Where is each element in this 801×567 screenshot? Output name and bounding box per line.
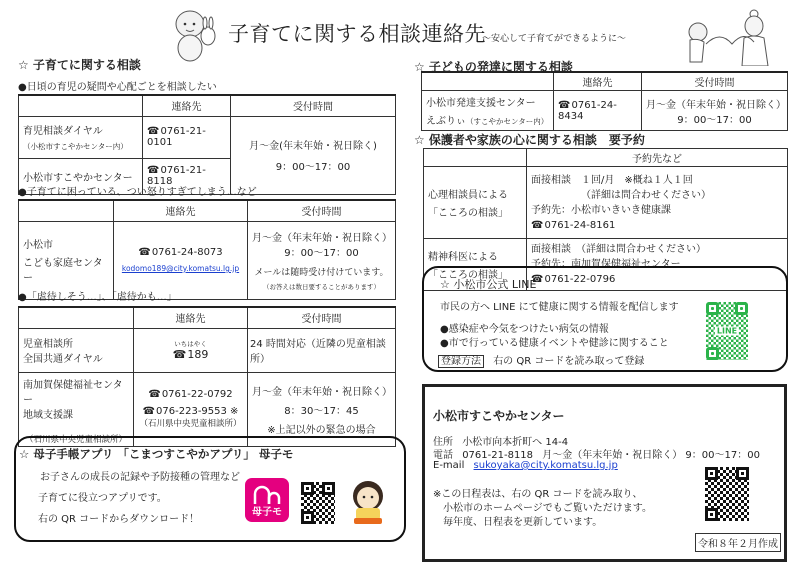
- section-heading-childcare: ☆ 子育てに関する相談: [18, 58, 141, 72]
- mother-and-baby-illustration: [684, 8, 772, 66]
- table-row: [422, 91, 788, 131]
- table-row: [19, 372, 396, 446]
- center-hours: 月～金（年末年始・祝日除く） 9：00～17：00: [542, 450, 760, 461]
- schedule-note-3: 毎年度、日程表を更新しています。: [443, 517, 603, 528]
- section-heading-development: ☆ 子どもの発達に関する相談: [414, 60, 573, 74]
- table-header-contact: 連絡先: [143, 95, 231, 116]
- abuse-table: [18, 306, 396, 447]
- table-row: [19, 328, 396, 372]
- address-value: 小松市向本折町へ 14-4: [462, 437, 569, 448]
- table-header-blank: [19, 307, 134, 328]
- reservation-place: 予約先：小松市いきいき健康課: [531, 204, 671, 216]
- family-center-table: [18, 199, 396, 300]
- development-table: [421, 71, 788, 131]
- table-header-contact: 連絡先: [554, 72, 642, 91]
- app-desc-line3: 右の QR コードからダウンロード！: [38, 514, 200, 525]
- app-desc-line1: お子さんの成長の記録や予防接種の管理など: [40, 472, 240, 483]
- table-header-contact: 連絡先: [134, 307, 248, 328]
- registration-text: 右の QR コードを読み取って登録: [493, 356, 645, 367]
- org-name: 小松市すこやかセンター: [19, 158, 143, 194]
- hours-time: 9：00～17：00: [677, 114, 752, 126]
- org-name: 育児相談ダイヤル: [23, 126, 103, 137]
- table-header-hours: 受付時間: [231, 95, 396, 116]
- table-header-hours: 受付時間: [248, 200, 396, 221]
- schedule-note-1: ※この日程表は、右の QR コードを読み取り、: [433, 489, 643, 500]
- phone-number[interactable]: ☎ 0761-22-0796: [531, 272, 783, 287]
- org-name-line2: 地域支援課: [23, 409, 73, 421]
- phone-ruby: いちはやく: [174, 340, 207, 348]
- org-name-line1: 南加賀保健福祉センター: [23, 379, 123, 406]
- phone-number[interactable]: ☎ 0761-24-8073: [118, 247, 243, 258]
- app-info-box: [14, 436, 406, 542]
- table-header-hours: 受付時間: [248, 307, 396, 328]
- org-name-line2: えぶりぃ: [426, 116, 466, 127]
- phone-label: 電話: [433, 450, 453, 461]
- phone-number-emergency[interactable]: ☎ 076-223-9553 ※: [138, 406, 243, 417]
- consult-name-line2: 「こころの相談」: [428, 270, 508, 281]
- hours-days: 月～金（年末年始・祝日除く）: [646, 99, 786, 111]
- baby-with-bunny-illustration: [170, 6, 222, 64]
- mascot-illustration: [348, 478, 388, 526]
- line-heading: ☆ 小松市公式 LINE: [440, 278, 537, 291]
- center-info-box: [422, 384, 787, 562]
- table-header-blank: [19, 200, 114, 221]
- consult-detail: 面接相談 （詳細は問合わせください）: [531, 244, 706, 255]
- org-name-line2: こども家庭センター: [23, 258, 103, 284]
- consult-name-line1: 心理相談員による: [428, 190, 508, 201]
- hours-days: 月～金(年末年始・祝日除く): [249, 141, 377, 152]
- org-note: （石川県中央児童相談所）: [24, 434, 127, 445]
- hours: 24 時間対応（近隣の児童相談所）: [248, 328, 396, 372]
- email-note: メールは随時受け付けています。: [254, 268, 389, 278]
- table-header-blank: [19, 95, 143, 116]
- org-name-line1: 小松市: [23, 240, 53, 251]
- org-name-line1: 児童相談所: [23, 339, 73, 350]
- group-label-frustration: ●子育てに困っている、つい怒りすぎてしまう…など: [18, 187, 257, 198]
- address-label: 住所: [433, 437, 453, 448]
- daily-concerns-table: [18, 94, 396, 195]
- center-phone[interactable]: 0761-21-8118: [462, 450, 534, 461]
- phone-number[interactable]: ☎ 0761-22-0792: [138, 389, 243, 400]
- org-name-line2: 全国共通ダイヤル: [23, 354, 103, 365]
- consult-name-line2: 「こころの相談」: [428, 208, 508, 219]
- table-header-hours: 受付時間: [642, 72, 788, 91]
- app-icon-label: 母子モ: [252, 507, 282, 518]
- reply-note: （お答えは数日要することがあります）: [263, 283, 380, 291]
- app-qr-code[interactable]: [301, 482, 335, 524]
- org-note: （すこやかセンター内）: [466, 117, 549, 126]
- boshimo-app-icon[interactable]: [245, 478, 289, 522]
- phone-note: （石川県中央児童相談所）: [139, 419, 242, 429]
- table-header-reservation: 予約先など: [527, 149, 788, 167]
- consult-detail: （詳細は問合わせください）: [581, 189, 711, 201]
- table-header-contact: 連絡先: [114, 200, 248, 221]
- emergency-note: ※上記以外の緊急の場合: [267, 424, 376, 436]
- table-row: [424, 167, 788, 239]
- app-desc-line2: 子育てに役立つアプリです。: [38, 493, 167, 504]
- center-name: 小松市すこやかセンター: [433, 409, 565, 423]
- hours-time: 9：00～17：00: [275, 162, 351, 173]
- hours-time: 9：00～17：00: [284, 248, 359, 259]
- consult-detail: 面接相談 １回/月 ※概ね１人１回: [531, 174, 693, 186]
- phone-number[interactable]: ☎ 0761-24-8434: [558, 100, 617, 122]
- schedule-note-2: 小松市のホームページでもご覧いただけます。: [443, 503, 652, 514]
- line-logo-label: LINE: [716, 326, 738, 336]
- table-header-blank: [424, 149, 527, 167]
- registration-label: 登録方法: [438, 355, 484, 368]
- line-bullet-2: ●市で行っている健康イベントや健診に関すること: [440, 338, 669, 349]
- reservation-place: 予約先：南加賀保健福祉センター: [531, 259, 681, 270]
- app-heading: ☆ 母子手帳アプリ 「こまつすこやかアプリ」 母子モ: [19, 447, 294, 461]
- page-subtitle: ～安心して子育てができるように～: [482, 34, 627, 44]
- center-email-link[interactable]: sukoyaka@city.komatsu.lg.jp: [473, 460, 618, 471]
- email-link[interactable]: kodomo189@city.komatsu.lg.jp: [121, 264, 240, 273]
- line-intro: 市民の方へ LINE にて健康に関する情報を配信します: [440, 302, 679, 313]
- section-heading-mental: ☆ 保護者や家族の心に関する相談 要予約: [414, 133, 645, 147]
- phone-number[interactable]: ☎ 0761-24-8161: [531, 218, 783, 233]
- line-bullet-1: ●感染症や今気をつけたい病気の情報: [440, 324, 609, 335]
- org-note: （小松市すこやかセンター内）: [23, 142, 128, 151]
- homepage-qr-code[interactable]: [705, 467, 749, 521]
- table-row: [19, 116, 396, 158]
- line-info-box: [422, 266, 788, 372]
- phone-number[interactable]: ☎ 0761-21-0101: [147, 126, 206, 148]
- hours-time: 8：30～17：45: [284, 405, 359, 417]
- group-label-abuse: ●「虐待しそう…」、「虐待かも…」: [18, 292, 177, 303]
- group-label-daily-concerns: ●日頃の育児の疑問や心配ごとを相談したい: [18, 82, 217, 93]
- phone-number[interactable]: ☎ 0761-21-8118: [147, 165, 206, 187]
- created-date: 令和８年２月作成: [695, 533, 781, 552]
- consult-name-line1: 精神科医による: [428, 252, 498, 263]
- org-name-line1: 小松市発達支援センター: [426, 98, 536, 109]
- email-label: E-mail: [433, 460, 465, 471]
- line-qr-code[interactable]: [706, 302, 748, 360]
- phone-number[interactable]: ☎ 189: [138, 348, 243, 361]
- page-title: 子育てに関する相談連絡先: [228, 22, 486, 46]
- hours-days: 月～金（年末年始・祝日除く）: [252, 233, 392, 244]
- hours-days: 月～金（年末年始・祝日除く）: [252, 386, 392, 398]
- table-header-blank: [422, 72, 554, 91]
